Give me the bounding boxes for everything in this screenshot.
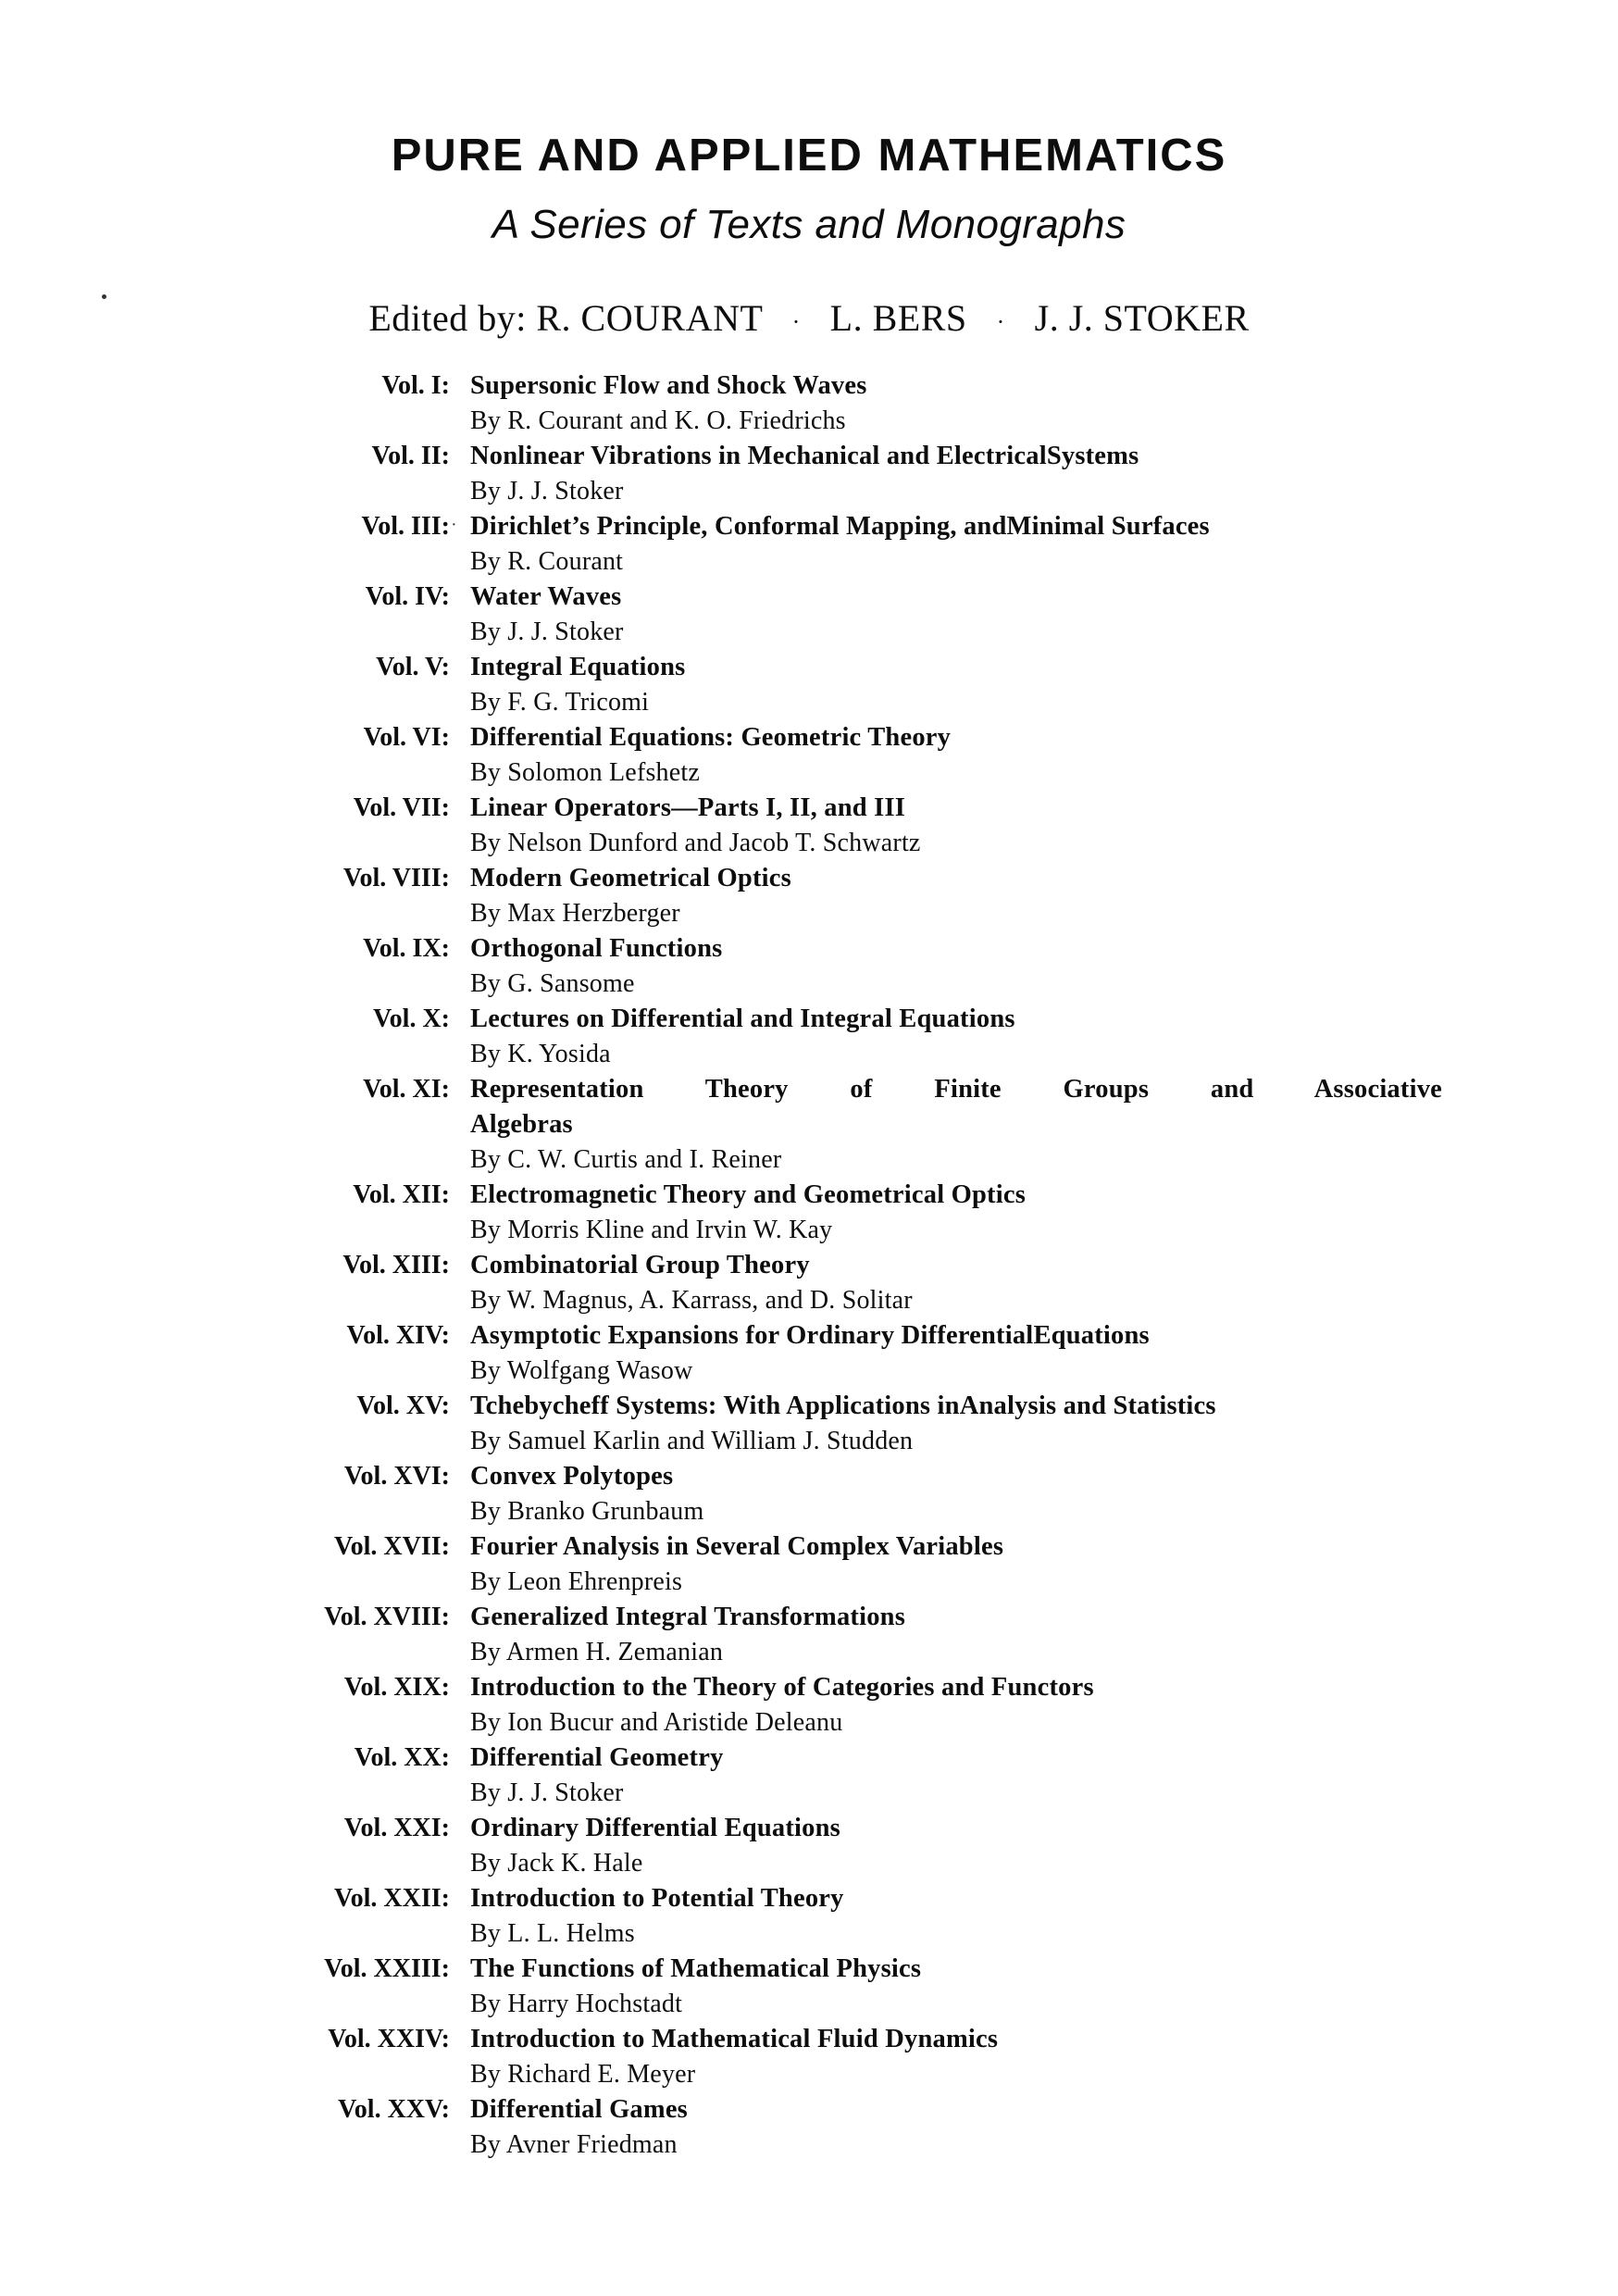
volume-title: Differential Equations: Geometric Theory — [470, 723, 952, 752]
volume-body — [470, 1072, 1618, 1178]
editor-separator-icon: · — [791, 307, 801, 335]
editor-name-3: J. J. STOKER — [1034, 297, 1250, 339]
volume-title: Combinatorial Group Theory — [470, 1251, 810, 1279]
volume-entry — [0, 1811, 1618, 1881]
volume-body — [470, 580, 1618, 650]
volume-entry — [0, 509, 1618, 580]
volume-entry — [0, 1002, 1618, 1072]
volume-title-line: Minimal Surfaces — [1006, 512, 1210, 541]
volume-body — [470, 1178, 1618, 1248]
volume-number: Vol. XI: — [363, 1075, 450, 1104]
volume-body — [470, 1459, 1618, 1529]
volume-title: Linear Operators—Parts I, II, and III — [470, 793, 906, 822]
volume-title-line: Asymptotic Expansions for Ordinary Differential — [470, 1321, 1034, 1350]
volume-number: Vol. XXII: — [334, 1884, 450, 1913]
volume-body — [470, 650, 1618, 720]
volume-author: By W. Magnus, A. Karrass, and D. Solitar — [470, 1286, 913, 1315]
volume-title — [470, 1072, 1442, 1142]
volume-author: By Jack K. Hale — [470, 1849, 643, 1878]
volume-body — [470, 931, 1618, 1002]
volume-entry — [0, 2092, 1618, 2163]
volume-title — [470, 1318, 1442, 1354]
volume-body — [470, 1529, 1618, 1600]
volume-author: By G. Sansome — [470, 969, 635, 998]
volume-body — [470, 1952, 1618, 2022]
volume-title: The Functions of Mathematical Physics — [470, 1954, 922, 1983]
volume-number: Vol. VI: — [363, 723, 450, 752]
volume-author: By Richard E. Meyer — [470, 2060, 696, 2089]
editor-name-1: R. COURANT — [536, 297, 763, 339]
volume-number: Vol. XX: — [354, 1743, 450, 1772]
volume-entry — [0, 861, 1618, 931]
volume-entry — [0, 1881, 1618, 1952]
volume-number: Vol. XVI: — [343, 1462, 450, 1491]
volume-number: Vol. I: — [381, 371, 450, 400]
volume-author: By C. W. Curtis and I. Reiner — [470, 1145, 782, 1174]
volume-title: Differential Geometry — [470, 1743, 724, 1772]
volume-number: Vol. XIV: — [346, 1321, 450, 1350]
volume-author: By Ion Bucur and Aristide Deleanu — [470, 1708, 843, 1737]
volume-number: Vol. XIII: — [342, 1251, 450, 1279]
volume-author: By K. Yosida — [470, 1040, 611, 1068]
volume-author: By Branko Grunbaum — [470, 1497, 704, 1526]
volume-author: By R. Courant — [470, 547, 624, 576]
volume-body — [470, 1248, 1618, 1318]
volume-number: Vol. XXIV: — [328, 2025, 450, 2053]
edited-by-label: Edited by: — [368, 297, 527, 339]
volume-entry — [0, 1529, 1618, 1600]
volume-title: Ordinary Differential Equations — [470, 1814, 840, 1842]
volume-number: Vol. XIX: — [343, 1673, 450, 1702]
volume-title-line: Dirichlet’s Principle, Conformal Mapping, and — [470, 512, 1007, 541]
volume-entry — [0, 1318, 1618, 1389]
volume-entry — [0, 1670, 1618, 1741]
volume-title: Fourier Analysis in Several Complex Variables — [470, 1532, 1004, 1561]
volume-title-line: Analysis and Statistics — [959, 1391, 1216, 1420]
editor-name-2: L. BERS — [829, 297, 967, 339]
volume-author: By Wolfgang Wasow — [470, 1356, 693, 1385]
volume-title: Supersonic Flow and Shock Waves — [470, 371, 867, 400]
volume-body — [470, 509, 1618, 580]
volume-title: Convex Polytopes — [470, 1462, 674, 1491]
volume-title-line: Representation Theory of Finite Groups and Associative — [470, 1075, 1442, 1104]
ink-mark: · — [451, 515, 457, 535]
volume-number: Vol. XV: — [356, 1391, 450, 1420]
volume-number: Vol. VII: — [353, 793, 450, 822]
volume-author: By Samuel Karlin and William J. Studden — [470, 1427, 914, 1455]
volume-author: By Leon Ehrenpreis — [470, 1567, 683, 1596]
volume-body — [470, 2092, 1618, 2163]
volume-author: By Morris Kline and Irvin W. Kay — [470, 1216, 833, 1244]
volume-title: Introduction to the Theory of Categories and Functors — [470, 1673, 1094, 1702]
volume-number: Vol. III: — [361, 512, 450, 541]
volume-body — [470, 1002, 1618, 1072]
volume-number: Vol. XXV: — [338, 2095, 450, 2124]
volume-title: Modern Geometrical Optics — [470, 864, 791, 892]
volume-body — [470, 1881, 1618, 1952]
volume-entry — [0, 1072, 1618, 1178]
volume-body — [470, 720, 1618, 791]
volume-title-line: Equations — [1033, 1321, 1150, 1350]
volume-number: Vol. IX: — [363, 934, 450, 963]
volume-author: By Max Herzberger — [470, 899, 680, 928]
volume-entry — [0, 1741, 1618, 1811]
volume-title: Introduction to Potential Theory — [470, 1884, 844, 1913]
volume-body — [470, 791, 1618, 861]
editor-separator-icon: · — [996, 307, 1005, 335]
volume-title — [470, 1389, 1442, 1424]
volume-entry — [0, 1178, 1618, 1248]
volume-author: By J. J. Stoker — [470, 1778, 624, 1807]
volume-author: By F. G. Tricomi — [470, 688, 650, 717]
volume-number: Vol. II: — [371, 442, 450, 470]
volume-entry — [0, 1459, 1618, 1529]
volume-title — [470, 509, 1442, 544]
volume-number: Vol. IV: — [365, 582, 450, 611]
editors-line — [0, 296, 1618, 340]
volume-entry — [0, 439, 1618, 509]
volume-body — [470, 1670, 1618, 1741]
volume-body — [470, 1600, 1618, 1670]
volume-author: By J. J. Stoker — [470, 477, 624, 505]
volume-body — [470, 1318, 1618, 1389]
volume-title — [470, 439, 1442, 474]
page-subtitle: A Series of Texts and Monographs — [492, 202, 1126, 247]
volume-title-line: Nonlinear Vibrations in Mechanical and Electrical — [470, 442, 1047, 470]
volume-author: By Solomon Lefshetz — [470, 758, 700, 787]
volume-number: Vol. XVIII: — [324, 1603, 450, 1631]
volume-title: Water Waves — [470, 582, 622, 611]
volume-title: Electromagnetic Theory and Geometrical Optics — [470, 1180, 1026, 1209]
volume-body — [470, 861, 1618, 931]
volume-entry — [0, 791, 1618, 861]
volume-title: Differential Games — [470, 2095, 688, 2124]
volume-author: By Armen H. Zemanian — [470, 1638, 724, 1666]
volume-number: Vol. XVII: — [334, 1532, 450, 1561]
volume-entry — [0, 1952, 1618, 2022]
volume-author: By Avner Friedman — [470, 2130, 678, 2159]
volume-list — [0, 368, 1618, 2163]
volume-title-line: Algebras — [470, 1110, 573, 1139]
volume-entry — [0, 2022, 1618, 2092]
volume-number: Vol. XXIII: — [324, 1954, 450, 1983]
volume-body — [470, 368, 1618, 439]
volume-title-line: Tchebycheff Systems: With Applications in — [470, 1391, 960, 1420]
volume-body — [470, 439, 1618, 509]
volume-entry — [0, 1248, 1618, 1318]
volume-number: Vol. XII: — [353, 1180, 450, 1209]
volume-number: Vol. XXI: — [343, 1814, 450, 1842]
volume-entry — [0, 1600, 1618, 1670]
volume-number: Vol. VIII: — [342, 864, 450, 892]
volume-number: Vol. V: — [376, 653, 450, 681]
volume-title: Introduction to Mathematical Fluid Dynamics — [470, 2025, 999, 2053]
volume-author: By Nelson Dunford and Jacob T. Schwartz — [470, 829, 921, 857]
volume-author: By Harry Hochstadt — [470, 1990, 683, 2018]
volume-author: By J. J. Stoker — [470, 618, 624, 646]
volume-entry — [0, 1389, 1618, 1459]
volume-author: By L. L. Helms — [470, 1919, 635, 1948]
page-title: PURE AND APPLIED MATHEMATICS — [391, 131, 1227, 181]
volume-author: By R. Courant and K. O. Friedrichs — [470, 406, 846, 435]
volume-title: Integral Equations — [470, 653, 686, 681]
volume-entry — [0, 650, 1618, 720]
volume-number: Vol. X: — [373, 1004, 450, 1033]
volume-entry — [0, 580, 1618, 650]
volume-entry — [0, 368, 1618, 439]
volume-title: Orthogonal Functions — [470, 934, 723, 963]
volume-body — [470, 1741, 1618, 1811]
volume-body — [470, 1811, 1618, 1881]
volume-title: Generalized Integral Transformations — [470, 1603, 906, 1631]
volume-body — [470, 2022, 1618, 2092]
volume-body — [470, 1389, 1618, 1459]
volume-entry — [0, 720, 1618, 791]
volume-title: Lectures on Differential and Integral Equations — [470, 1004, 1015, 1033]
volume-title-line: Systems — [1046, 442, 1139, 470]
volume-entry — [0, 931, 1618, 1002]
